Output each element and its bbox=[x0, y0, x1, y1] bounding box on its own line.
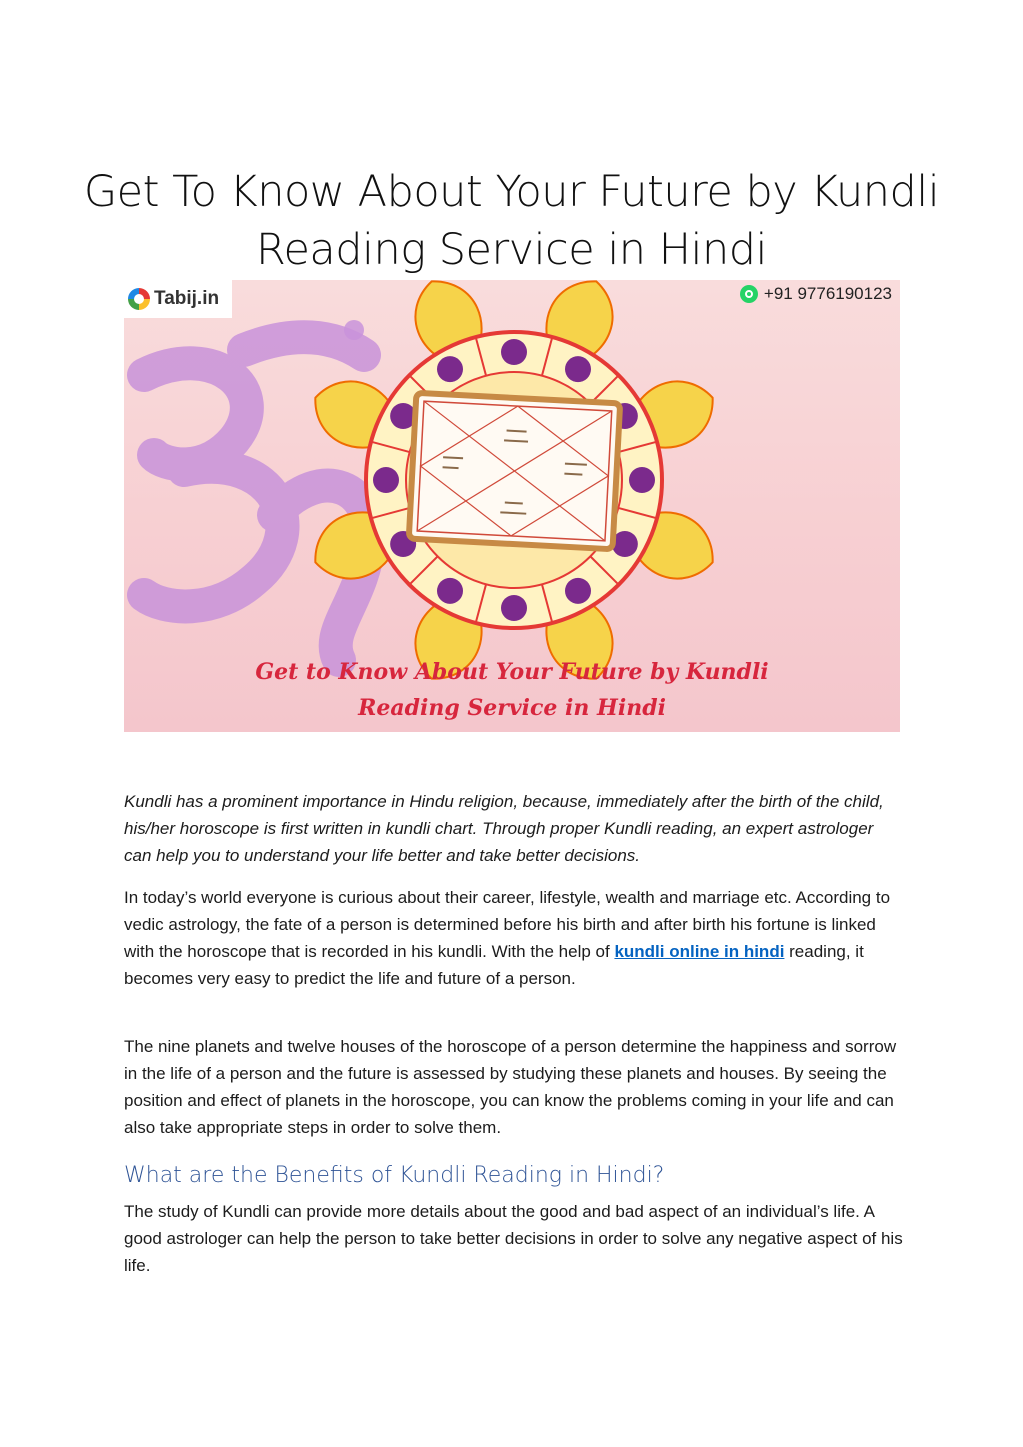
section-heading: What are the Benefits of Kundli Reading in Hindi? bbox=[124, 1163, 665, 1188]
kundli-chart-graphic bbox=[409, 393, 620, 549]
intro-paragraph: Kundli has a prominent importance in Hindu religion, because, immediately after the birth of the child, his/her horoscope is first written in kundli chart. Through proper Kundli reading, an expert astrologer can help you to understand your life better and take better decisions. bbox=[124, 792, 884, 865]
phone-number: +91 9776190123 bbox=[763, 284, 892, 303]
phone-contact bbox=[740, 284, 892, 304]
kundli-online-link[interactable]: kundli online in hindi bbox=[614, 942, 785, 961]
paragraph-2 bbox=[124, 884, 904, 992]
paragraph-4: The study of Kundli can provide more details about the good and bad aspect of an individual’s life. A good astrologer can help the person to take better decisions in order to solve any negative aspect of his life. bbox=[124, 1202, 903, 1275]
kundli-banner-image bbox=[124, 280, 900, 732]
zodiac-sign-icon bbox=[437, 356, 463, 382]
zodiac-sign-icon bbox=[565, 356, 591, 382]
banner-caption-line-1: Get to Know About Your Future by Kundli bbox=[255, 659, 769, 685]
whatsapp-icon bbox=[740, 285, 758, 303]
zodiac-sign-icon bbox=[437, 578, 463, 604]
brand-name: Tabij.in bbox=[154, 288, 220, 309]
brand-logo-icon bbox=[128, 288, 150, 310]
zodiac-sign-icon bbox=[501, 339, 527, 365]
zodiac-sign-icon bbox=[501, 595, 527, 621]
zodiac-sign-icon bbox=[565, 578, 591, 604]
page-title bbox=[80, 163, 943, 279]
banner-caption bbox=[124, 654, 900, 726]
paragraph-2-text-after: reading, it becomes very easy to predict the life and future of a person. bbox=[124, 942, 864, 988]
paragraph-3: The nine planets and twelve houses of the horoscope of a person determine the happiness and sorrow in the life of a person and the future is assessed by studying these planets and houses. By seeing the position and effect of planets in the horoscope, you can know the problems coming in your life and can also take appropriate steps in order to solve them. bbox=[124, 1037, 897, 1137]
banner-caption-line-2: Reading Service in Hindi bbox=[358, 695, 666, 721]
page-title-line-2: Reading Service in Hindi bbox=[256, 225, 767, 275]
paragraph-2-text-before: In today’s world everyone is curious about their career, lifestyle, wealth and marriage etc. According to vedic astrology, the fate of a person is determined before his birth and after birth his fortune is linked with the horoscope that is recorded in his kundli. With the help of bbox=[124, 888, 891, 961]
zodiac-sign-icon bbox=[373, 467, 399, 493]
page-title-line-1: Get To Know About Your Future by Kundli bbox=[83, 167, 940, 217]
brand-logo bbox=[124, 280, 232, 318]
zodiac-sign-icon bbox=[629, 467, 655, 493]
